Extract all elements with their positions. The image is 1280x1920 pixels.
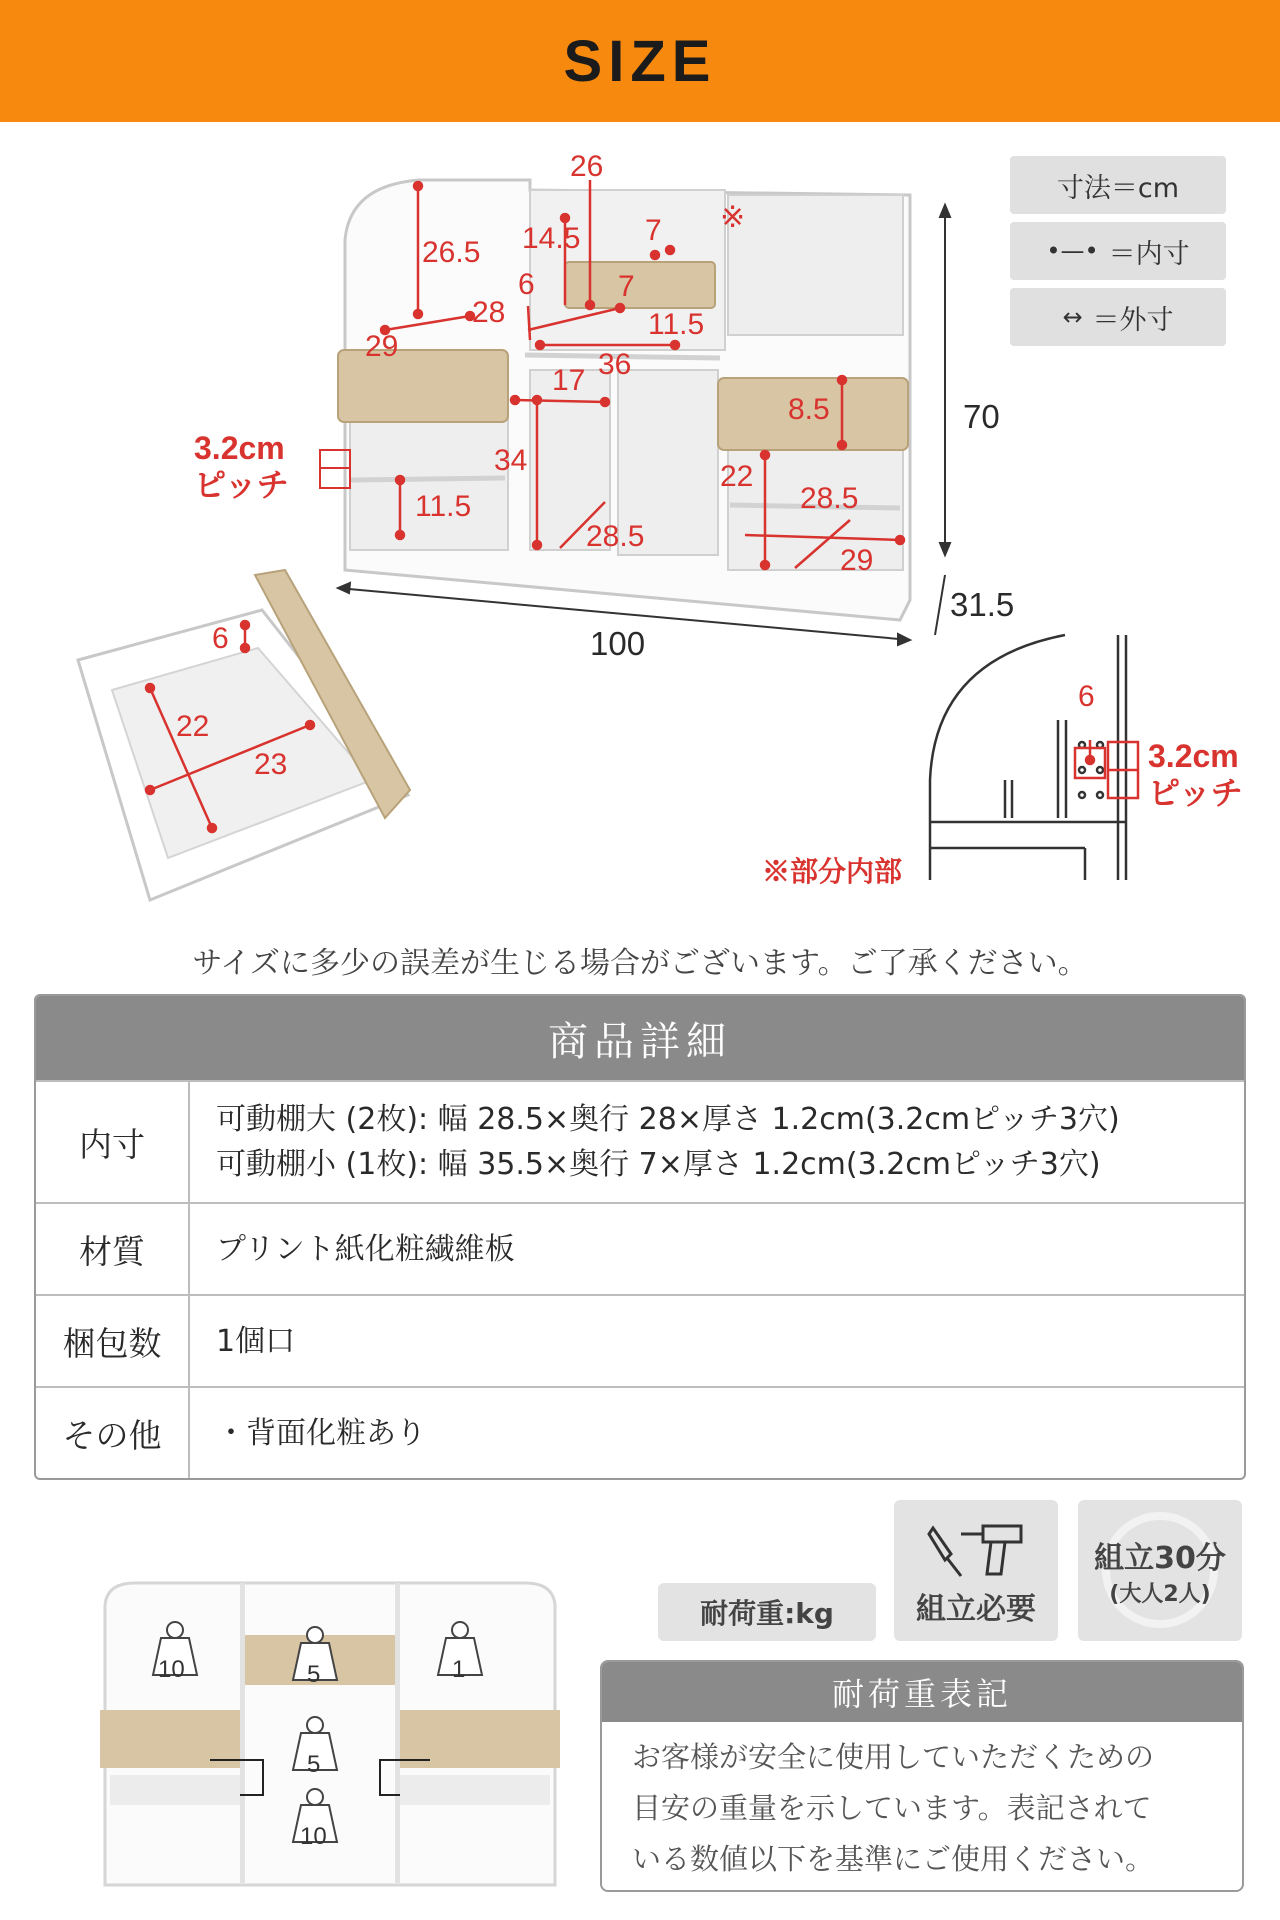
- spec-value: [190, 1082, 1244, 1202]
- outer-dimension-icon: ↔: [1062, 303, 1083, 331]
- side-dim-6: 6: [1078, 680, 1095, 713]
- dim-7-top: 7: [645, 214, 662, 247]
- load-unit-badge: [658, 1583, 876, 1641]
- weight-value: 10: [158, 1656, 185, 1683]
- spec-table-title: 商品詳細: [36, 996, 1244, 1080]
- dim-34: 34: [494, 444, 528, 477]
- pitch-label-right: [1148, 738, 1243, 812]
- pitch-right-line2: ピッチ: [1148, 774, 1243, 811]
- dim-28-5-right: 28.5: [800, 482, 859, 515]
- assembly-required-text: 組立必要: [916, 1591, 1036, 1627]
- spec-value-line: ・背面化粧あり: [216, 1415, 426, 1451]
- spec-row-inner-size: [36, 1080, 1244, 1202]
- dim-36: 36: [598, 348, 632, 381]
- pitch-right-line1: 3.2cm: [1148, 738, 1239, 774]
- assembly-time-badge: [1078, 1500, 1242, 1641]
- weight-value: 10: [300, 1823, 327, 1850]
- legend-outer-text: ＝外寸: [1092, 304, 1174, 336]
- weight-value: 5: [307, 1751, 321, 1778]
- dim-28-5-center: 28.5: [586, 520, 645, 553]
- pitch-left-line2: ピッチ: [194, 466, 289, 503]
- load-unit-text: 耐荷重:kg: [700, 1597, 834, 1630]
- spec-value-line: 1個口: [216, 1323, 296, 1359]
- spec-label: 内寸: [36, 1082, 190, 1202]
- dim-11-5-top: 11.5: [648, 308, 705, 341]
- spec-value: [190, 1204, 1244, 1294]
- drawer-dim-6: 6: [212, 622, 229, 655]
- pitch-label-left: [194, 430, 289, 504]
- spec-value: [190, 1296, 1244, 1386]
- shelf-diagram: [0, 0, 1280, 920]
- load-notice-title: 耐荷重表記: [602, 1662, 1242, 1722]
- spec-row-other: [36, 1386, 1244, 1478]
- spec-value: [190, 1388, 1244, 1478]
- weight-value: 1: [452, 1656, 466, 1683]
- drawer-illustration: [78, 570, 410, 900]
- spec-row-packages: [36, 1294, 1244, 1386]
- dim-7-inner: 7: [618, 270, 635, 303]
- size-tolerance-note: サイズに多少の誤差が生じる場合がございます。ご了承ください。: [192, 946, 1088, 981]
- spec-table: [34, 994, 1246, 1480]
- drill-icon: [921, 1514, 1031, 1584]
- spec-label: 梱包数: [36, 1296, 190, 1386]
- legend-inner-text: ＝内寸: [1108, 238, 1190, 270]
- dim-100: 100: [590, 625, 646, 662]
- inner-dimension-icon: •—•: [1046, 237, 1099, 265]
- spec-row-material: [36, 1202, 1244, 1294]
- drawer-dim-22: 22: [176, 710, 210, 743]
- dim-26-5: 26.5: [422, 236, 481, 269]
- spec-label: その他: [36, 1388, 190, 1478]
- dim-17: 17: [552, 364, 586, 397]
- asterisk-mark: ※: [720, 201, 746, 234]
- notice-line: 目安の重量を示しています。表記されて: [632, 1790, 1152, 1825]
- dim-11-5-left: 11.5: [415, 490, 472, 523]
- assembly-required-badge: [894, 1500, 1058, 1641]
- dim-29-left: 29: [365, 330, 399, 363]
- weight-value: 5: [307, 1661, 321, 1688]
- spec-value-line: 可動棚大 (2枚): 幅 28.5×奥行 28×厚さ 1.2cm(3.2cmピッチ3穴): [216, 1102, 1120, 1137]
- dim-70: 70: [963, 398, 1000, 435]
- dim-6: 6: [518, 268, 535, 301]
- dim-31-5: 31.5: [950, 586, 1015, 623]
- assembly-time-text: 組立30分: [1094, 1541, 1226, 1576]
- side-section-illustration: [930, 635, 1126, 880]
- legend-unit-text: 寸法＝cm: [1056, 172, 1180, 204]
- load-notice-box: [600, 1660, 1244, 1892]
- partial-interior-note: ※部分内部: [762, 856, 903, 887]
- dim-29-right: 29: [840, 544, 874, 577]
- spec-value-line: プリント紙化粧繊維板: [216, 1231, 515, 1267]
- spec-value-line: 可動棚小 (1枚): 幅 35.5×奥行 7×厚さ 1.2cm(3.2cmピッチ3穴): [216, 1147, 1101, 1182]
- header-title: SIZE: [563, 28, 717, 94]
- notice-line: お客様が安全に使用していただくための: [632, 1740, 1155, 1774]
- dim-14-5: 14.5: [522, 222, 581, 255]
- dim-8-5: 8.5: [788, 393, 830, 426]
- load-notice-body: [602, 1722, 1242, 1892]
- notice-line: いる数値以下を基準にご使用ください。: [632, 1841, 1155, 1876]
- dim-22-right: 22: [720, 460, 754, 493]
- dim-26: 26: [570, 150, 604, 183]
- drawer-dim-23: 23: [254, 748, 288, 781]
- assembly-people-text: (大人2人): [1109, 1582, 1211, 1607]
- pitch-left-line1: 3.2cm: [194, 430, 285, 466]
- spec-label: 材質: [36, 1204, 190, 1294]
- dim-28: 28: [472, 296, 506, 329]
- load-capacity-diagram: [95, 1575, 565, 1905]
